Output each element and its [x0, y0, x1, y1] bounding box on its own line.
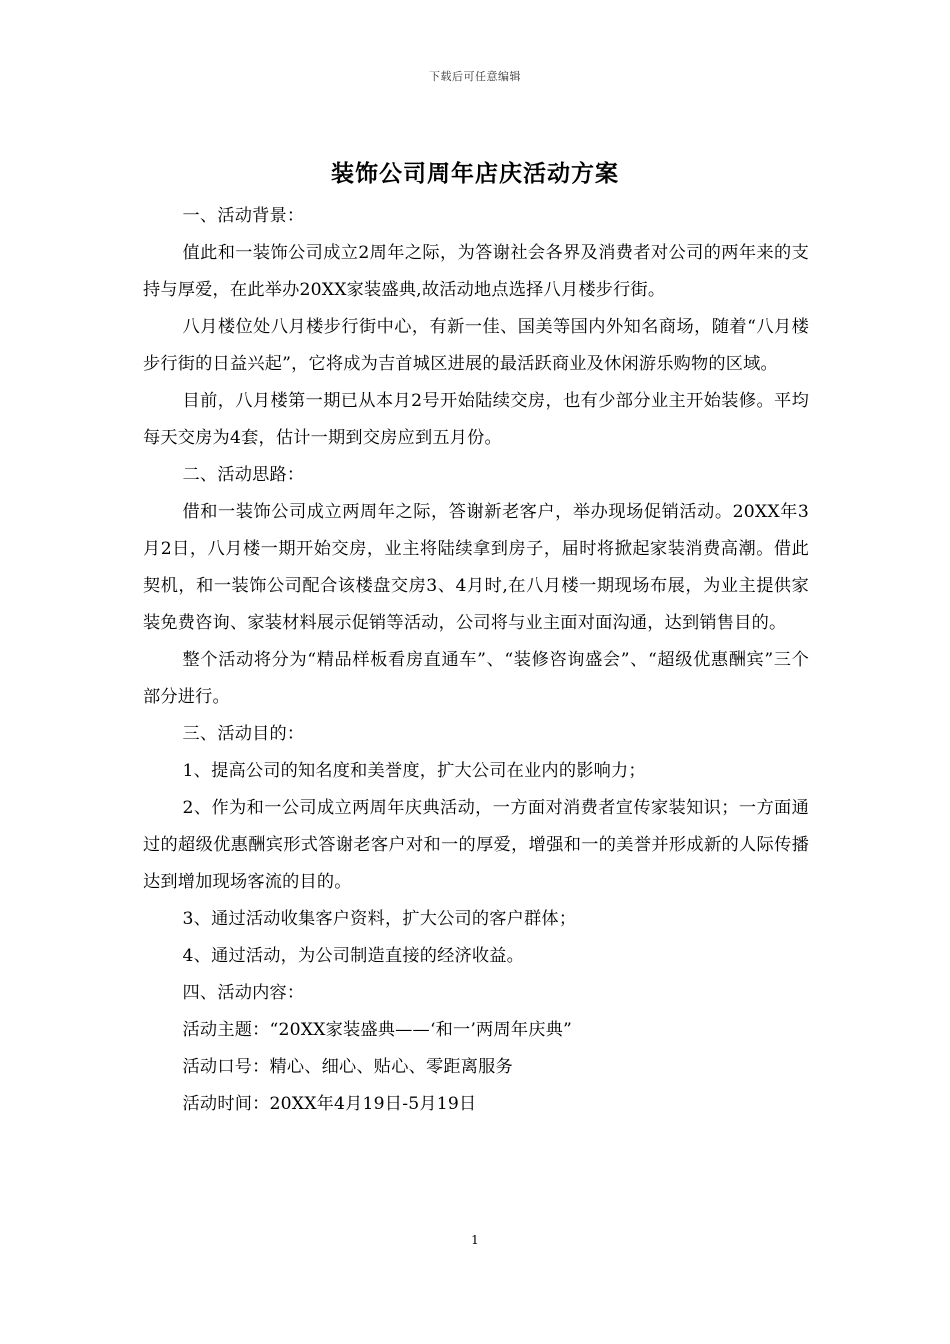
activity-theme: 活动主题：“20XX家装盛典——‘和一’两周年庆典”	[182, 1020, 572, 1040]
section-heading-purpose: 三、活动目的：	[182, 724, 305, 744]
paragraph: 整个活动将分为“精品样板看房直通车”、“装修咨询盛会”、“超级优惠酬宾”三个部分进行。	[143, 650, 809, 707]
section-heading-background: 一、活动背景：	[182, 206, 305, 226]
list-item: 3、通过活动收集客户资料，扩大公司的客户群体；	[182, 909, 577, 929]
page-number: 1	[471, 1233, 479, 1247]
list-item: 2、作为和一公司成立两周年庆典活动，一方面对消费者宣传家装知识；一方面通过的超级优惠酬宾形式答谢老客户对和一的厚爱，增强和一的美誉并形成新的人际传播达到增加现场客流的目的。	[143, 798, 809, 892]
list-item: 4、通过活动，为公司制造直接的经济收益。	[182, 946, 525, 966]
header-note: 下载后可任意编辑	[429, 70, 521, 83]
activity-slogan: 活动口号：精心、细心、贴心、零距离服务	[182, 1057, 513, 1077]
paragraph: 借和一装饰公司成立两周年之际，答谢新老客户，举办现场促销活动。20XX年3月2日，八月楼一期开始交房，业主将陆续拿到房子，届时将掀起家装消费高潮。借此契机，和一装饰公司配合该楼盘交房3、4月时,在八月楼一期现场布展，为业主提供家装免费咨询、家装材料展示促销等活动，公司将与业主面对面沟通，达到销售目的。	[143, 502, 809, 633]
document-title: 装饰公司周年店庆活动方案	[331, 160, 619, 187]
section-heading-approach: 二、活动思路：	[182, 465, 305, 485]
paragraph: 八月楼位处八月楼步行街中心，有新一佳、国美等国内外知名商场，随着“八月楼步行街的日益兴起”，它将成为吉首城区进展的最活跃商业及休闲游乐购物的区域。	[143, 317, 809, 374]
paragraph: 目前，八月楼第一期已从本月2号开始陆续交房，也有少部分业主开始装修。平均每天交房为4套，估计一期到交房应到五月份。	[143, 391, 809, 448]
list-item: 1、提高公司的知名度和美誉度，扩大公司在业内的影响力；	[182, 761, 646, 781]
activity-time: 活动时间：20XX年4月19日-5月19日	[182, 1094, 477, 1114]
paragraph: 值此和一装饰公司成立2周年之际，为答谢社会各界及消费者对公司的两年来的支持与厚爱，在此举办20XX家装盛典,故活动地点选择八月楼步行街。	[143, 243, 809, 300]
document-body	[143, 198, 809, 1123]
section-heading-content: 四、活动内容：	[182, 983, 305, 1003]
